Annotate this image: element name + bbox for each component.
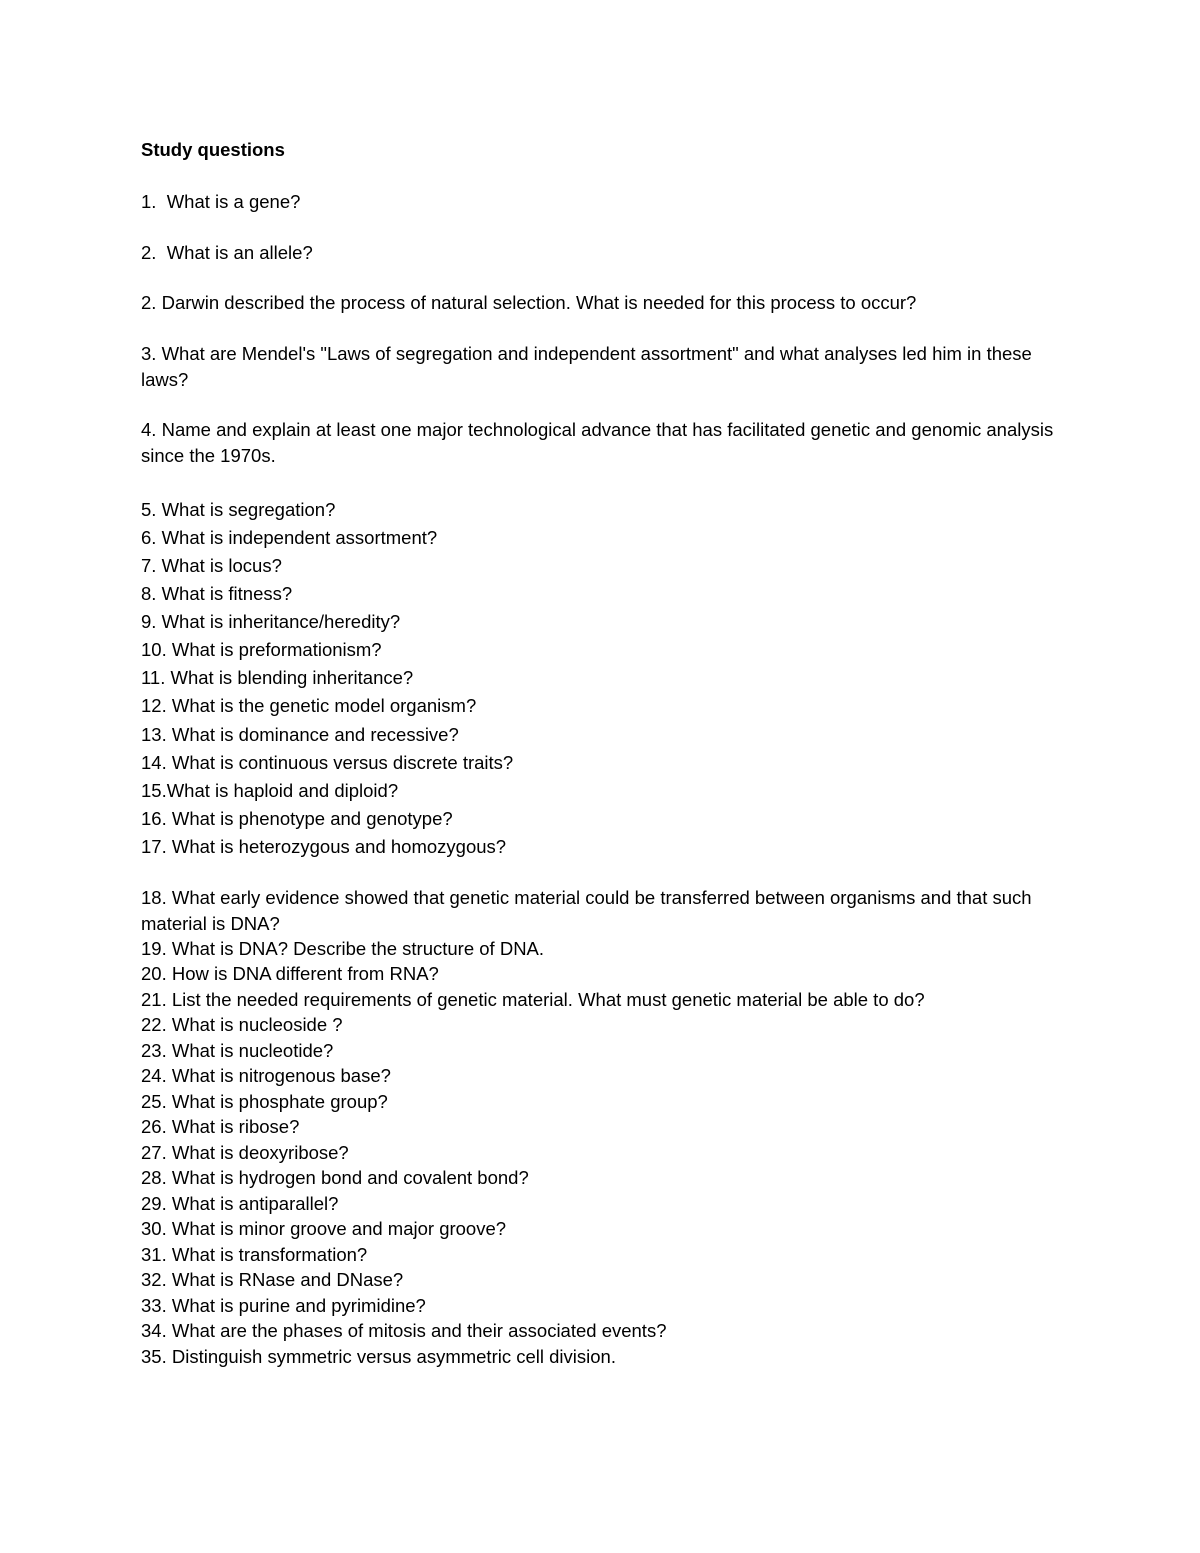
question-text: What are the phases of mitosis and their associated events? [171, 1320, 667, 1341]
page-title: Study questions [141, 139, 285, 160]
question-text: What is inheritance/heredity? [161, 611, 401, 632]
question-item [141, 553, 1071, 579]
question-item [141, 637, 1071, 663]
question-number: 13. [141, 724, 167, 745]
question-text: What is a gene? [166, 191, 301, 212]
question-text: What is deoxyribose? [171, 1142, 349, 1163]
question-item [141, 722, 1071, 748]
question-text: What is hydrogen bond and covalent bond? [171, 1167, 529, 1188]
question-number: 9. [141, 611, 157, 632]
question-number: 17. [141, 836, 167, 857]
question-item [141, 665, 1071, 691]
question-number: 30. [141, 1218, 167, 1239]
question-item [141, 806, 1071, 832]
question-item [141, 240, 1071, 266]
question-number: 25. [141, 1091, 167, 1112]
question-item [141, 1293, 1071, 1319]
question-number: 34. [141, 1320, 167, 1341]
question-item [141, 1216, 1071, 1242]
question-number: 5. [141, 499, 157, 520]
question-text: List the needed requirements of genetic material. What must genetic material be able to do? [171, 989, 925, 1010]
question-item [141, 834, 1071, 860]
question-text: What is nucleotide? [171, 1040, 334, 1061]
question-text: How is DNA different from RNA? [171, 963, 439, 984]
question-item [141, 609, 1071, 635]
question-item [141, 497, 1071, 523]
question-text: What is the genetic model organism? [171, 695, 477, 716]
question-text: What is nitrogenous base? [171, 1065, 391, 1086]
question-number: 16. [141, 808, 167, 829]
question-number: 27. [141, 1142, 167, 1163]
question-item [141, 987, 1071, 1013]
question-text: What is an allele? [166, 242, 313, 263]
question-number: 35. [141, 1346, 167, 1367]
question-number: 12. [141, 695, 167, 716]
question-text: What is ribose? [171, 1116, 300, 1137]
question-item [141, 1165, 1071, 1191]
question-item [141, 1191, 1071, 1217]
question-item [141, 1344, 1071, 1370]
question-item [141, 417, 1071, 468]
question-item [141, 693, 1071, 719]
question-text: What is purine and pyrimidine? [171, 1295, 426, 1316]
question-number: 2. [141, 242, 157, 263]
question-text: What is dominance and recessive? [171, 724, 459, 745]
question-item [141, 1242, 1071, 1268]
question-text: What is transformation? [171, 1244, 368, 1265]
question-text: What is independent assortment? [161, 527, 438, 548]
question-number: 31. [141, 1244, 167, 1265]
question-text: Name and explain at least one major technological advance that has facilitated genetic and genomic analysis since the 1970s. [141, 419, 1054, 466]
question-text: What is segregation? [161, 499, 336, 520]
question-item [141, 525, 1071, 551]
question-number: 19. [141, 938, 167, 959]
question-item [141, 1114, 1071, 1140]
question-item [141, 290, 1071, 316]
question-item [141, 1318, 1071, 1344]
question-number: 4. [141, 419, 157, 440]
question-number: 18. [141, 887, 167, 908]
question-number: 6. [141, 527, 157, 548]
question-number: 29. [141, 1193, 167, 1214]
question-text: What is minor groove and major groove? [171, 1218, 507, 1239]
question-number: 23. [141, 1040, 167, 1061]
question-item [141, 1012, 1071, 1038]
question-number: 26. [141, 1116, 167, 1137]
question-number: 1. [141, 191, 157, 212]
question-text: What is phosphate group? [171, 1091, 388, 1112]
question-text: What is preformationism? [171, 639, 382, 660]
question-item [141, 936, 1071, 962]
question-text: What early evidence showed that genetic material could be transferred between organisms and that such material is DNA? [141, 887, 1032, 934]
question-number: 32. [141, 1269, 167, 1290]
question-text: What is antiparallel? [171, 1193, 339, 1214]
question-text: What is phenotype and genotype? [171, 808, 453, 829]
question-number: 8. [141, 583, 157, 604]
question-number: 7. [141, 555, 157, 576]
question-text: Distinguish symmetric versus asymmetric cell division. [171, 1346, 616, 1367]
question-text: What is locus? [161, 555, 282, 576]
question-text: Darwin described the process of natural selection. What is needed for this process to occur? [161, 292, 917, 313]
question-number: 10. [141, 639, 167, 660]
question-text: What is fitness? [161, 583, 293, 604]
question-number: 28. [141, 1167, 167, 1188]
question-number: 21. [141, 989, 167, 1010]
question-number: 33. [141, 1295, 167, 1316]
question-text: What is blending inheritance? [170, 667, 414, 688]
question-text: What is RNase and DNase? [171, 1269, 404, 1290]
question-item [141, 1140, 1071, 1166]
question-number: 22. [141, 1014, 167, 1035]
question-item [141, 341, 1071, 392]
question-number: 20. [141, 963, 167, 984]
question-text: What is haploid and diploid? [166, 780, 399, 801]
question-item [141, 581, 1071, 607]
question-item [141, 778, 1071, 804]
question-number: 2. [141, 292, 157, 313]
question-text: What is nucleoside ? [171, 1014, 343, 1035]
question-number: 24. [141, 1065, 167, 1086]
question-text: What is DNA? Describe the structure of DNA. [171, 938, 545, 959]
question-item [141, 1267, 1071, 1293]
question-item [141, 750, 1071, 776]
question-item [141, 961, 1071, 987]
question-item [141, 189, 1071, 215]
question-item [141, 1063, 1071, 1089]
question-number: 14. [141, 752, 167, 773]
question-item [141, 1089, 1071, 1115]
question-text: What is continuous versus discrete traits? [171, 752, 514, 773]
question-number: 15. [141, 780, 167, 801]
question-number: 3. [141, 343, 157, 364]
question-item [141, 1038, 1071, 1064]
question-item [141, 885, 1071, 936]
question-number: 11. [141, 667, 166, 688]
question-text: What is heterozygous and homozygous? [171, 836, 507, 857]
question-text: What are Mendel's "Laws of segregation and independent assortment" and what analyses led him in these laws? [141, 343, 1032, 390]
